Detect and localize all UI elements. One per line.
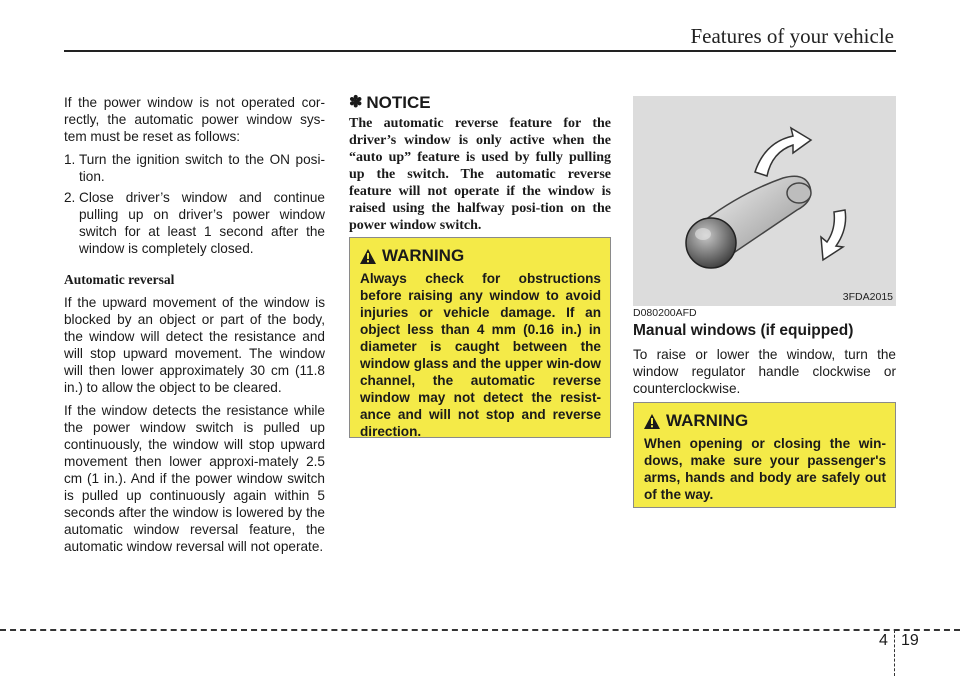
warning-title: WARNING [382,246,465,265]
automatic-reversal-heading: Automatic reversal [64,272,175,287]
warning-triangle-icon [360,249,376,264]
column-left [64,94,325,561]
section-code: D080200AFD [633,307,697,319]
window-crank-handle-icon [633,96,896,306]
notice-heading [349,94,611,111]
footer-separator [894,630,895,676]
list-item [64,189,325,257]
step-text: Close driver’s window and continue pulling up on driver’s power window switch for at least 1 second after the window is completely closed. [79,190,325,256]
list-item [64,151,325,185]
manual-windows-body: To raise or lower the window, turn the window regulator handle clockwise or counterclockwise. [633,347,896,396]
figure-caption: 3FDA2015 [842,291,893,303]
notice-body: The automatic reverse feature for the driver’s window is only active when the “auto up” feature is used by fully pulling up the switch. The automatic reverse feature will not operate if the window is raised using the halfway posi-tion on the power window switch. [349,116,611,233]
reset-steps [64,151,325,257]
reset-intro: If the power window is not operated cor-rectly, the automatic power window sys-tem must be reset as follows: [64,95,325,144]
page-header-title: Features of your vehicle [690,24,894,48]
automatic-reversal-para-2: If the window detects the resistance while the power window switch is pulled up continuously, the window will stop upward movement then lower approxi-mately 2.5 cm (1 in.). And if the power window switch is pulled up continuously again within 5 seconds after the window is lowered by the automatic window reversal feature, the automatic window reversal will not operate. [64,403,325,554]
footer-rule [0,629,960,631]
warning-triangle-icon [644,414,660,429]
manual-windows-heading: Manual windows (if equipped) [633,322,854,339]
warning-heading [644,411,886,431]
notice-star-icon: ✽ [349,94,363,111]
step-number: 2. [64,190,76,205]
warning-title: WARNING [666,411,749,430]
step-number: 1. [64,152,76,167]
window-handle-figure [633,96,896,306]
header-rule [64,50,896,52]
warning-box-obstructions [349,237,611,438]
warning-body: When opening or closing the win-dows, make sure your passenger's arms, hands and body are safely out of the way. [644,436,886,502]
notice-title: NOTICE [366,93,431,112]
chapter-number: 4 [879,632,888,649]
warning-body: Always check for obstructions before raising any window to avoid injuries or vehicle damage. If an object less than 4 mm (0.16 in.) in diameter is caught between the window glass and the upper win-dow channel, the automatic reverse window may not detect the resist-ance and will not stop and reverse direction. [360,271,601,439]
page-number: 19 [901,632,919,649]
warning-heading [360,246,601,266]
automatic-reversal-para-1: If the upward movement of the window is blocked by an object or part of the body, the window will detect the resistance and will stop upward movement. The window will then lower approximately 30 cm (11.8 in.) to allow the object to be cleared. [64,295,325,395]
step-text: Turn the ignition switch to the ON posi-tion. [79,152,325,184]
warning-box-passengers [633,402,896,508]
column-middle [349,94,611,240]
